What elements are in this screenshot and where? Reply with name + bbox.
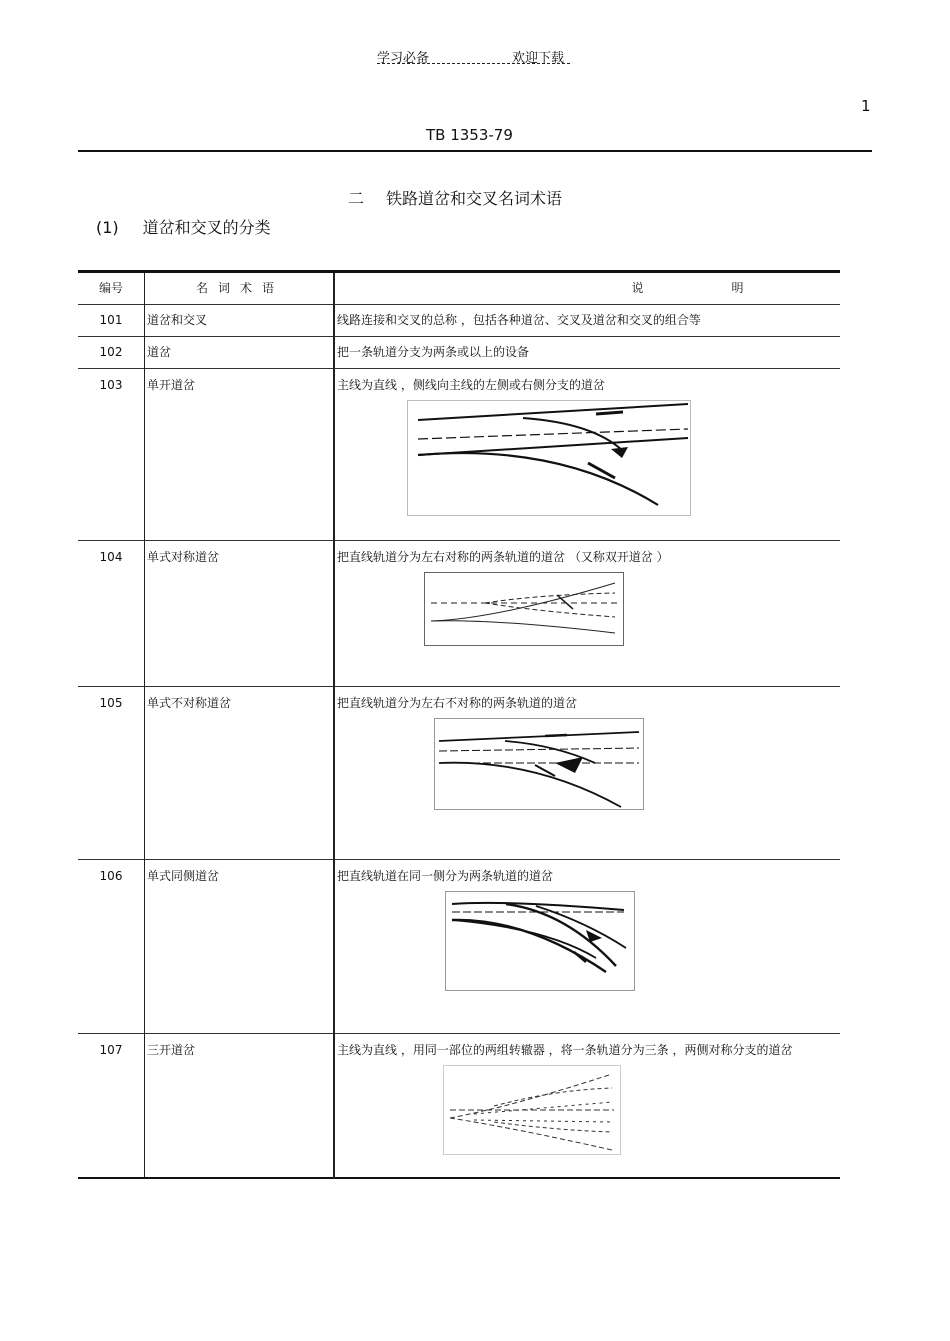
- same-side-turnout-diagram: [445, 891, 635, 991]
- symmetric-turnout-diagram: [424, 572, 624, 646]
- table-header-row: [78, 272, 840, 305]
- subsection-number: (1): [96, 218, 119, 237]
- row-desc: 把直线轨道分为左右不对称的两条轨道的道岔: [337, 696, 578, 710]
- page-number: 1: [861, 97, 871, 115]
- document-code: TB 1353-79: [426, 126, 513, 144]
- table-row: [78, 1034, 840, 1178]
- row-desc: 主线为直线 ，用同一部位的两组转辙器 ，将一条轨道分为三条 ，两侧对称分支的道岔: [337, 1043, 793, 1057]
- table-row: [78, 369, 840, 541]
- row-term: 三开道岔: [145, 1034, 335, 1178]
- row-desc: 线路连接和交叉的总称 ，包括各种道岔、交叉及道岔和交叉的组合等: [337, 313, 701, 327]
- row-desc: 主线为直线 ，侧线向主线的左侧或右侧分支的道岔: [337, 378, 605, 392]
- row-id: 107: [78, 1034, 145, 1178]
- row-id: 102: [78, 337, 145, 369]
- table-row: [78, 337, 840, 369]
- table-row: [78, 541, 840, 687]
- header-desc-a: 说: [631, 281, 644, 295]
- subsection-title-text: 道岔和交叉的分类: [142, 218, 271, 237]
- row-id: 104: [78, 541, 145, 687]
- header-left-text: 学习必备: [377, 51, 430, 66]
- row-desc: 把直线轨道分为左右对称的两条轨道的道岔 （又称双开道岔 ）: [337, 550, 669, 564]
- section-title: [348, 186, 562, 209]
- row-term: 单式同侧道岔: [145, 860, 335, 1034]
- single-turnout-diagram: [407, 400, 691, 516]
- asymmetric-turnout-diagram: [434, 718, 644, 810]
- section-title-text: 铁路道岔和交叉名词术语: [386, 189, 563, 208]
- row-term: 单式对称道岔: [145, 541, 335, 687]
- row-term: 单式不对称道岔: [145, 687, 335, 860]
- row-id: 106: [78, 860, 145, 1034]
- three-way-turnout-diagram: [443, 1065, 621, 1155]
- row-term: 道岔和交叉: [145, 305, 335, 337]
- header-id: 编号: [78, 272, 145, 305]
- row-id: 101: [78, 305, 145, 337]
- header-right-text: 欢迎下载: [512, 51, 565, 66]
- row-term: 道岔: [145, 337, 335, 369]
- table-row: [78, 860, 840, 1034]
- subsection-title: [96, 215, 271, 238]
- top-rule: [78, 150, 872, 152]
- table-row: [78, 687, 840, 860]
- section-number: 二: [348, 189, 365, 208]
- header-term: 名词术语: [145, 272, 335, 305]
- row-desc: 把直线轨道在同一侧分为两条轨道的道岔: [337, 869, 554, 883]
- row-id: 105: [78, 687, 145, 860]
- row-id: 103: [78, 369, 145, 541]
- row-desc: 把一条轨道分支为两条或以上的设备: [337, 345, 530, 359]
- header-divider: [377, 63, 570, 64]
- table-row: [78, 305, 840, 337]
- row-term: 单开道岔: [145, 369, 335, 541]
- terms-table: [78, 270, 840, 1179]
- header-desc: [334, 272, 840, 305]
- header-desc-b: 明: [731, 281, 744, 295]
